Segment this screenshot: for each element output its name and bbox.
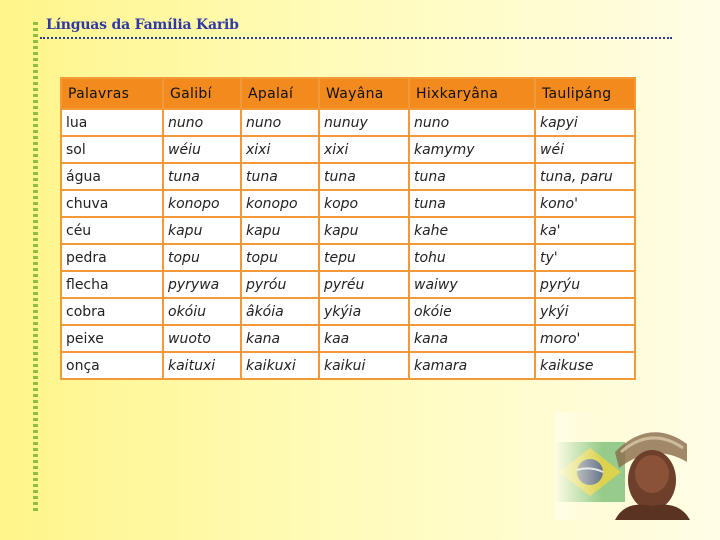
translation-cell: kaa xyxy=(320,326,408,351)
table-row xyxy=(62,164,634,189)
translation-cell: kapu xyxy=(164,218,240,243)
translation-cell: konopo xyxy=(164,191,240,216)
word-cell: pedra xyxy=(62,245,162,270)
translation-cell: ka' xyxy=(536,218,634,243)
table-row xyxy=(62,110,634,135)
translation-cell: tuna xyxy=(410,164,534,189)
translation-cell: moro' xyxy=(536,326,634,351)
translation-cell: tepu xyxy=(320,245,408,270)
translation-cell: wéi xyxy=(536,137,634,162)
translation-cell: topu xyxy=(164,245,240,270)
translation-cell: kaikui xyxy=(320,353,408,378)
word-cell: flecha xyxy=(62,272,162,297)
table-row xyxy=(62,245,634,270)
translation-cell: kapu xyxy=(242,218,318,243)
translation-cell: kahe xyxy=(410,218,534,243)
table-row xyxy=(62,191,634,216)
table-row xyxy=(62,353,634,378)
translation-cell: tuna xyxy=(242,164,318,189)
translation-cell: pyróu xyxy=(242,272,318,297)
translation-cell: okóie xyxy=(410,299,534,324)
translation-cell: kamara xyxy=(410,353,534,378)
table-row xyxy=(62,218,634,243)
word-cell: peixe xyxy=(62,326,162,351)
translation-cell: pyrywa xyxy=(164,272,240,297)
translation-cell: tuna xyxy=(410,191,534,216)
translation-cell: ykýi xyxy=(536,299,634,324)
translation-cell: tuna xyxy=(320,164,408,189)
translation-cell: nuno xyxy=(164,110,240,135)
translation-cell: waiwy xyxy=(410,272,534,297)
word-cell: água xyxy=(62,164,162,189)
translation-cell: kana xyxy=(410,326,534,351)
translation-cell: kamymy xyxy=(410,137,534,162)
translation-cell: konopo xyxy=(242,191,318,216)
translation-cell: okóiu xyxy=(164,299,240,324)
translation-cell: tohu xyxy=(410,245,534,270)
column-header-palavras: Palavras xyxy=(62,79,162,108)
translation-cell: wuoto xyxy=(164,326,240,351)
translation-cell: topu xyxy=(242,245,318,270)
translation-cell: nuno xyxy=(242,110,318,135)
decorative-left-rule xyxy=(33,22,38,512)
table-row xyxy=(62,299,634,324)
translation-cell: âkóia xyxy=(242,299,318,324)
translation-cell: tuna xyxy=(164,164,240,189)
decorative-title-underline xyxy=(40,37,672,43)
table-row xyxy=(62,272,634,297)
column-header-galibi: Galibí xyxy=(164,79,240,108)
translation-cell: wéiu xyxy=(164,137,240,162)
table-body xyxy=(62,110,634,378)
translation-cell: kaikuxi xyxy=(242,353,318,378)
word-cell: onça xyxy=(62,353,162,378)
translation-cell: ykýia xyxy=(320,299,408,324)
translation-cell: nunuy xyxy=(320,110,408,135)
table-header-row xyxy=(62,79,634,108)
slide-title: Línguas da Família Karib xyxy=(46,17,239,33)
brazil-flag-indigenous-portrait-icon xyxy=(555,412,690,520)
translation-cell: tuna, paru xyxy=(536,164,634,189)
word-cell: cobra xyxy=(62,299,162,324)
table-row xyxy=(62,137,634,162)
word-cell: sol xyxy=(62,137,162,162)
column-header-wayana: Wayâna xyxy=(320,79,408,108)
translation-cell: kaikuse xyxy=(536,353,634,378)
translation-cell: kana xyxy=(242,326,318,351)
translation-cell: kapyi xyxy=(536,110,634,135)
column-header-hixkaryana: Hixkaryâna xyxy=(410,79,534,108)
translation-cell: xixi xyxy=(320,137,408,162)
column-header-taulipang: Taulipáng xyxy=(536,79,634,108)
translation-cell: kaituxi xyxy=(164,353,240,378)
table-row xyxy=(62,326,634,351)
word-cell: lua xyxy=(62,110,162,135)
translation-cell: kono' xyxy=(536,191,634,216)
translation-cell: pyréu xyxy=(320,272,408,297)
translation-cell: ty' xyxy=(536,245,634,270)
word-cell: chuva xyxy=(62,191,162,216)
translation-cell: nuno xyxy=(410,110,534,135)
word-cell: céu xyxy=(62,218,162,243)
column-header-apalai: Apalaí xyxy=(242,79,318,108)
translation-cell: pyrýu xyxy=(536,272,634,297)
translation-cell: xixi xyxy=(242,137,318,162)
translation-cell: kopo xyxy=(320,191,408,216)
translation-cell: kapu xyxy=(320,218,408,243)
vocabulary-table xyxy=(60,77,636,380)
